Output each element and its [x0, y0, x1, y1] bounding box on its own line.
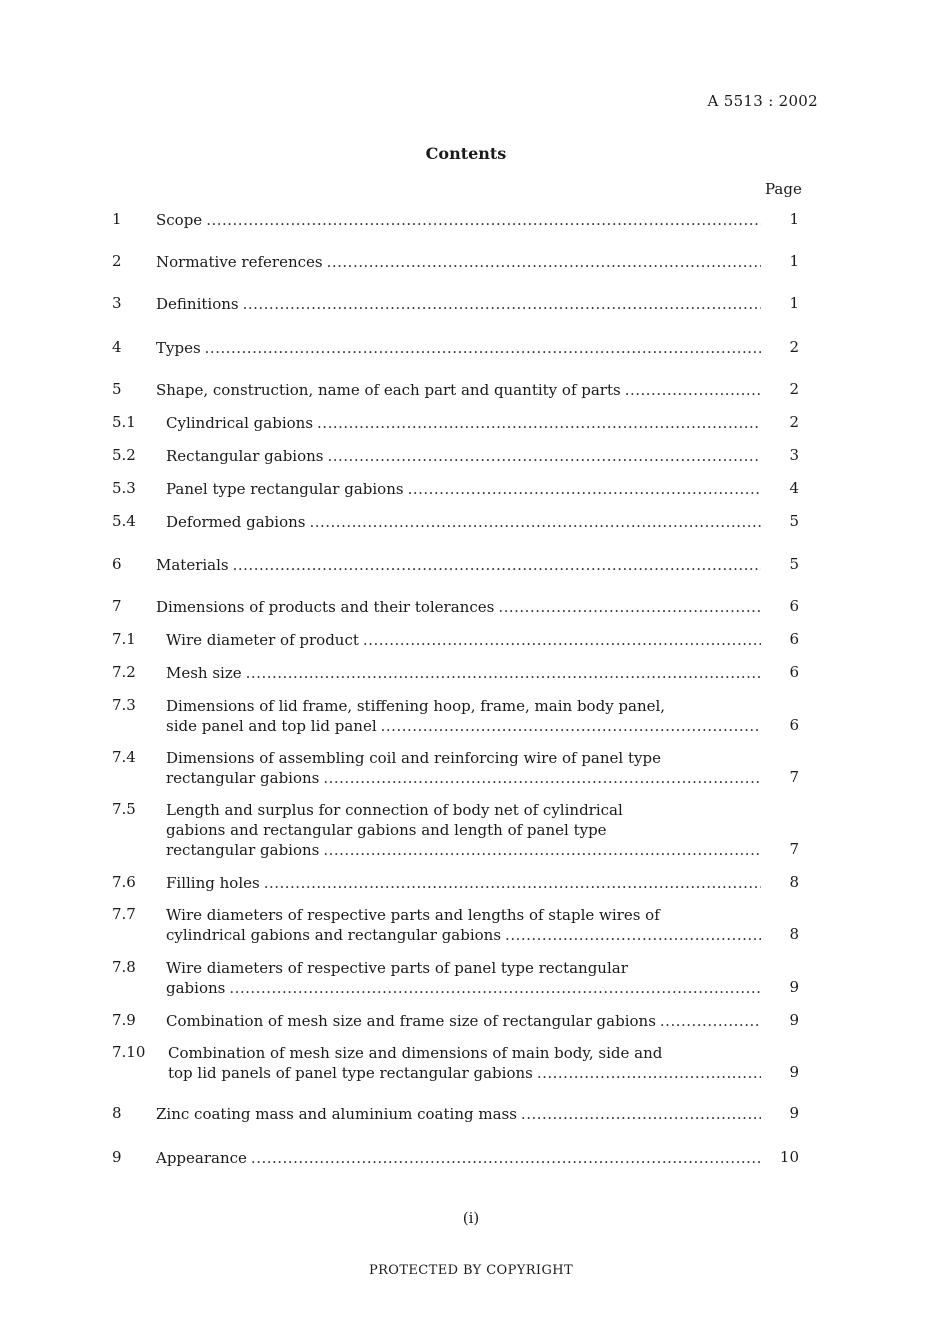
toc-entry-line: [156, 210, 761, 230]
toc-entry-page: 2: [789, 338, 799, 356]
toc-entry-page: 8: [789, 925, 799, 943]
toc-entry-line: [166, 958, 761, 978]
toc-entry-line-text: Rectangular gabions: [166, 447, 324, 465]
toc-entry-page: 4: [789, 479, 799, 497]
toc-entry-page: 9: [789, 1104, 799, 1122]
toc-entry-title: [166, 413, 761, 433]
dot-leader: [246, 663, 761, 683]
toc-entry-line-text: Dimensions of assembling coil and reinforcing wire of panel type: [166, 749, 661, 767]
toc-entry-title: [166, 748, 761, 788]
toc-entry-number: 7.9: [112, 1011, 136, 1029]
dot-leader: [264, 873, 761, 893]
dot-leader: [317, 413, 761, 433]
toc-entry-line-text: Shape, construction, name of each part and quantity of parts: [156, 381, 621, 399]
toc-entry-number: 5.4: [112, 512, 136, 530]
dot-leader: [408, 479, 761, 499]
toc-entry-title: [156, 380, 761, 400]
toc-entry-title: [166, 663, 761, 683]
toc-entry-line-text: Scope: [156, 211, 203, 229]
dot-leader: [251, 1148, 761, 1168]
toc-entry-line-text: Normative references: [156, 253, 323, 271]
page-column-label: Page: [765, 180, 802, 198]
toc-entry-line-text: Combination of mesh size and frame size of rectangular gabions: [166, 1012, 656, 1030]
toc-entry-title: [156, 597, 761, 617]
toc-entry-number: 7.7: [112, 905, 136, 923]
toc-entry-line-text: rectangular gabions: [166, 769, 320, 787]
page-title: Contents: [425, 144, 507, 163]
toc-entry-line: [166, 446, 761, 466]
toc-entry-title: [166, 512, 761, 532]
toc-entry-page: 1: [789, 252, 799, 270]
toc-entry-page: 3: [789, 446, 799, 464]
page-marker: (i): [462, 1209, 480, 1227]
toc-entry-number: 8: [112, 1104, 122, 1122]
toc-entry-page: 8: [789, 873, 799, 891]
toc-entry-line-text: Panel type rectangular gabions: [166, 480, 404, 498]
toc-entry-number: 7.8: [112, 958, 136, 976]
toc-entry-line: [168, 1063, 761, 1083]
toc-entry-number: 5.3: [112, 479, 136, 497]
toc-entry-title: [166, 800, 761, 860]
toc-entry-line: [156, 294, 761, 314]
toc-entry-line: [156, 1104, 761, 1124]
toc-entry-line: [166, 663, 761, 683]
toc-entry-line-text: gabions and rectangular gabions and length of panel type: [166, 821, 607, 839]
dot-leader: [660, 1011, 761, 1031]
toc-entry-number: 5.2: [112, 446, 136, 464]
toc-entry-number: 9: [112, 1148, 122, 1166]
toc-entry-line-text: Filling holes: [166, 874, 260, 892]
toc-entry-page: 2: [789, 413, 799, 431]
toc-entry-page: 6: [789, 716, 799, 734]
toc-entry-line-text: top lid panels of panel type rectangular gabions: [168, 1064, 533, 1082]
toc-entry-line: [156, 1148, 761, 1168]
toc-entry-line-text: Cylindrical gabions: [166, 414, 314, 432]
toc-entry-line-text: gabions: [166, 979, 226, 997]
toc-entry-line: [166, 512, 761, 532]
dot-leader: [537, 1063, 761, 1083]
toc-entry-number: 7.6: [112, 873, 136, 891]
dot-leader: [363, 630, 761, 650]
toc-entry-line-text: cylindrical gabions and rectangular gabions: [166, 926, 502, 944]
toc-entry-number: 7.1: [112, 630, 136, 648]
toc-entry-line: [166, 978, 761, 998]
toc-entry-title: [166, 958, 761, 998]
dot-leader: [327, 446, 761, 466]
dot-leader: [505, 925, 761, 945]
toc-entry-line-text: Definitions: [156, 295, 239, 313]
toc-entry-page: 7: [789, 840, 799, 858]
toc-entry-line-text: rectangular gabions: [166, 841, 320, 859]
toc-entry-page: 7: [789, 768, 799, 786]
toc-entry-page: 6: [789, 630, 799, 648]
toc-entry-line: [166, 840, 761, 860]
toc-entry-line: [166, 905, 761, 925]
dot-leader: [327, 252, 761, 272]
dot-leader: [205, 338, 761, 358]
toc-entry-page: 9: [789, 1063, 799, 1081]
dot-leader: [625, 380, 761, 400]
toc-entry-line-text: Wire diameters of respective parts and lengths of staple wires of: [166, 906, 660, 924]
toc-entry-line: [156, 380, 761, 400]
dot-leader: [521, 1104, 761, 1124]
toc-entry-line: [166, 479, 761, 499]
toc-entry-line-text: Dimensions of products and their tolerances: [156, 598, 495, 616]
toc-entry-number: 2: [112, 252, 122, 270]
toc-entry-line: [156, 597, 761, 617]
toc-entry-line: [156, 555, 761, 575]
toc-entry-number: 1: [112, 210, 122, 228]
toc-entry-line: [156, 338, 761, 358]
toc-entry-number: 7.2: [112, 663, 136, 681]
dot-leader: [323, 840, 761, 860]
toc-entry-line: [166, 925, 761, 945]
toc-entry-title: [168, 1043, 761, 1083]
toc-entry-line-text: Length and surplus for connection of body net of cylindrical: [166, 801, 623, 819]
toc-entry-line: [168, 1043, 761, 1063]
toc-entry-title: [166, 873, 761, 893]
toc-entry-line: [166, 820, 761, 840]
toc-entry-title: [166, 905, 761, 945]
toc-entry-number: 5.1: [112, 413, 136, 431]
toc-entry-title: [156, 555, 761, 575]
toc-entry-page: 6: [789, 663, 799, 681]
toc-entry-number: 7.4: [112, 748, 136, 766]
toc-entry-number: 5: [112, 380, 122, 398]
toc-entry-page: 5: [789, 512, 799, 530]
toc-entry-page: 5: [789, 555, 799, 573]
toc-entry-page: 1: [789, 210, 799, 228]
toc-entry-line-text: side panel and top lid panel: [166, 717, 377, 735]
toc-entry-page: 9: [789, 1011, 799, 1029]
toc-entry-page: 6: [789, 597, 799, 615]
dot-leader: [381, 716, 761, 736]
toc-entry-number: 7: [112, 597, 122, 615]
toc-entry-line-text: Wire diameters of respective parts of panel type rectangular: [166, 959, 628, 977]
toc-entry-title: [166, 696, 761, 736]
toc-entry-page: 10: [779, 1148, 799, 1166]
toc-entry-number: 4: [112, 338, 122, 356]
copyright-notice: PROTECTED BY COPYRIGHT: [368, 1263, 574, 1278]
dot-leader: [498, 597, 761, 617]
toc-entry-title: [166, 479, 761, 499]
toc-entry-line: [166, 873, 761, 893]
toc-entry-page: 9: [789, 978, 799, 996]
toc-entry-line-text: Types: [156, 339, 201, 357]
toc-entry-line: [166, 413, 761, 433]
toc-entry-title: [166, 446, 761, 466]
dot-leader: [309, 512, 761, 532]
toc-entry-title: [166, 630, 761, 650]
toc-entry-page: 2: [789, 380, 799, 398]
toc-entry-line-text: Dimensions of lid frame, stiffening hoop, frame, main body panel,: [166, 697, 666, 715]
toc-entry-line-text: Wire diameter of product: [166, 631, 359, 649]
toc-entry-line-text: Zinc coating mass and aluminium coating mass: [156, 1105, 517, 1123]
toc-entry-line: [166, 748, 761, 768]
toc-entry-line-text: Mesh size: [166, 664, 242, 682]
toc-entry-line-text: Deformed gabions: [166, 513, 306, 531]
dot-leader: [243, 294, 761, 314]
toc-entry-number: 7.3: [112, 696, 136, 714]
toc-entry-line-text: Appearance: [156, 1149, 247, 1167]
toc-entry-line-text: Combination of mesh size and dimensions of main body, side and: [168, 1044, 663, 1062]
toc-entry-line: [166, 696, 761, 716]
dot-leader: [206, 210, 761, 230]
toc-entry-title: [156, 1104, 761, 1124]
toc-entry-title: [156, 252, 761, 272]
toc-entry-line: [166, 768, 761, 788]
toc-entry-line-text: Materials: [156, 556, 229, 574]
dot-leader: [233, 555, 761, 575]
toc-entry-line: [166, 630, 761, 650]
toc-entry-title: [156, 294, 761, 314]
toc-entry-number: 6: [112, 555, 122, 573]
dot-leader: [323, 768, 761, 788]
toc-entry-line: [166, 1011, 761, 1031]
toc-entry-title: [156, 210, 761, 230]
toc-entry-title: [156, 1148, 761, 1168]
toc-entry-page: 1: [789, 294, 799, 312]
dot-leader: [229, 978, 761, 998]
document-id: A 5513 : 2002: [707, 92, 818, 110]
toc-entry-number: 7.5: [112, 800, 136, 818]
toc-entry-line: [166, 800, 761, 820]
toc-entry-number: 7.10: [112, 1043, 146, 1061]
toc-entry-line: [166, 716, 761, 736]
toc-entry-number: 3: [112, 294, 122, 312]
toc-entry-title: [166, 1011, 761, 1031]
toc-entry-title: [156, 338, 761, 358]
toc-entry-line: [156, 252, 761, 272]
